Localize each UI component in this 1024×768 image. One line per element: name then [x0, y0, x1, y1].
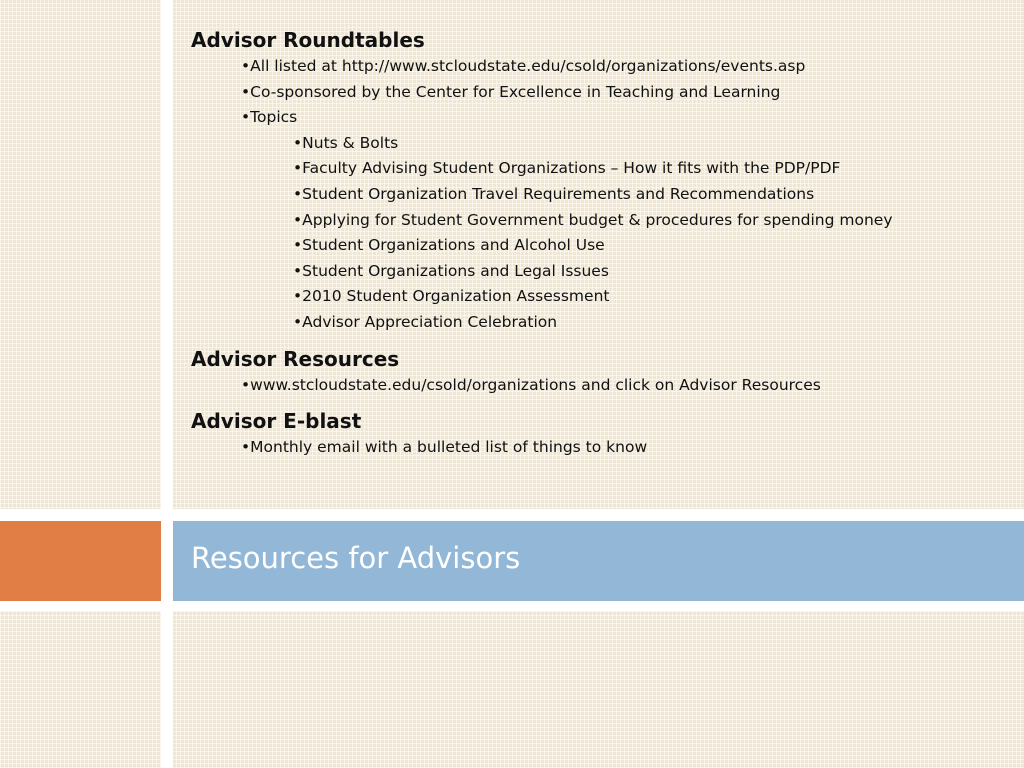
slide-title: Resources for Advisors	[191, 541, 521, 575]
list-item: •All listed at http://www.stcloudstate.edu/csold/organizations/events.asp	[241, 57, 806, 75]
horizontal-divider-top	[0, 509, 1024, 521]
bullet-icon: •	[293, 210, 303, 229]
bullet-icon: •	[293, 312, 303, 331]
bullet-icon: •	[293, 287, 303, 306]
bullet-icon: •	[241, 375, 251, 394]
section-eblast	[191, 407, 1011, 461]
section-resources	[191, 345, 1011, 399]
list-item: •www.stcloudstate.edu/csold/organizations and click on Advisor Resources	[241, 375, 821, 394]
bullet-icon: •	[241, 57, 251, 75]
slide-content	[191, 26, 1011, 470]
horizontal-divider-bottom	[0, 601, 1024, 611]
title-bar	[173, 521, 1024, 601]
bullet-icon: •	[293, 261, 303, 280]
vertical-divider	[161, 0, 173, 768]
sub-list-item: •Faculty Advising Student Organizations – How it fits with the PDP/PDF	[293, 159, 841, 178]
bullet-icon: •	[293, 133, 303, 152]
sub-list-item: •Student Organizations and Legal Issues	[293, 261, 609, 280]
accent-block	[0, 521, 161, 601]
section-heading: Advisor Roundtables	[191, 28, 425, 52]
sub-list-item: •Applying for Student Government budget & procedures for spending money	[293, 210, 893, 229]
section-roundtables	[191, 26, 1011, 336]
bullet-icon: •	[293, 184, 303, 203]
list-item: •Topics	[241, 108, 298, 127]
bullet-icon: •	[241, 82, 251, 101]
list-item: •Co-sponsored by the Center for Excellence in Teaching and Learning	[241, 82, 781, 101]
bullet-icon: •	[241, 438, 251, 457]
sub-list-item: •Advisor Appreciation Celebration	[293, 312, 558, 331]
list-item: •Monthly email with a bulleted list of things to know	[241, 438, 648, 457]
bullet-icon: •	[241, 108, 251, 127]
sub-list-item: •2010 Student Organization Assessment	[293, 287, 610, 306]
bullet-icon: •	[293, 159, 303, 178]
section-heading: Advisor Resources	[191, 346, 400, 371]
sub-list-item: •Nuts & Bolts	[293, 133, 399, 152]
bullet-icon: •	[293, 236, 303, 255]
section-heading: Advisor E-blast	[191, 409, 362, 434]
sub-list-item: •Student Organization Travel Requirements and Recommendations	[293, 184, 815, 203]
sub-list-item: •Student Organizations and Alcohol Use	[293, 236, 605, 255]
